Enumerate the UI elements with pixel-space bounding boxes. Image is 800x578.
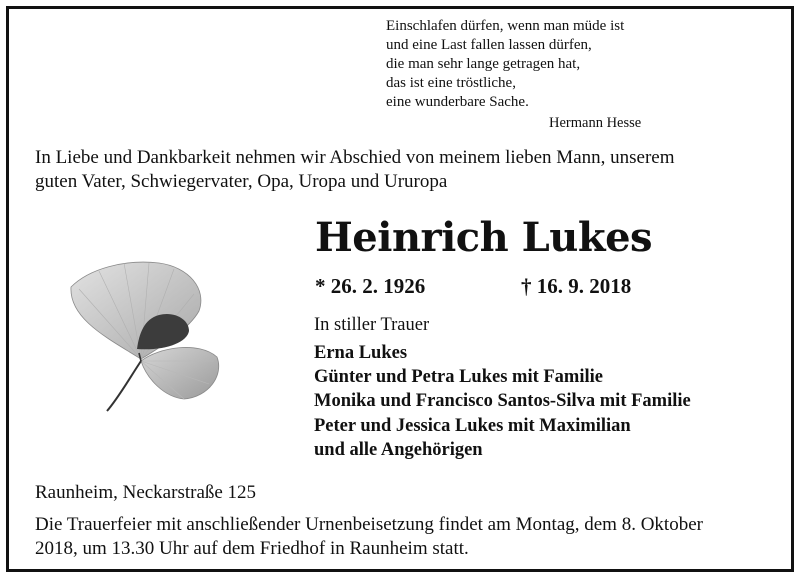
intro-line: guten Vater, Schwiegervater, Opa, Uropa und Ururopa (35, 171, 448, 192)
address: Raunheim, Neckarstraße 125 (35, 482, 257, 503)
ceremony-line: 2018, um 13.30 Uhr auf dem Friedhof in Raunheim statt. (35, 538, 469, 559)
deceased-name: Heinrich Lukes (315, 214, 653, 261)
mourners-list (314, 341, 784, 462)
mourner-name: Erna Lukes (314, 343, 408, 363)
poem-line: Einschlafen dürfen, wenn man müde ist (386, 18, 625, 34)
death-date: † 16. 9. 2018 (521, 274, 632, 298)
mourning-heading: In stiller Trauer (314, 315, 430, 335)
ceremony-info (35, 513, 785, 561)
ceremony-line: Die Trauerfeier mit anschließender Urnenbeisetzung findet am Montag, dem 8. Oktober (35, 514, 703, 535)
birth-date: * 26. 2. 1926 (315, 274, 426, 298)
ginkgo-leaf-icon (49, 249, 249, 419)
intro-text (35, 146, 775, 194)
poem (386, 17, 686, 112)
mourner-name: Günter und Petra Lukes mit Familie (314, 367, 603, 388)
poem-line: die man sehr lange getragen hat, (386, 56, 581, 72)
poem-author: Hermann Hesse (549, 115, 642, 131)
poem-line: eine wunderbare Sache. (386, 94, 529, 110)
intro-line: In Liebe und Dankbarkeit nehmen wir Abschied von meinem lieben Mann, unserem (35, 147, 675, 168)
mourner-name: Peter und Jessica Lukes mit Maximilian (314, 415, 631, 436)
poem-line: und eine Last fallen lassen dürfen, (386, 37, 592, 53)
mourner-name: und alle Angehörigen (314, 439, 483, 460)
obituary-notice (6, 6, 794, 572)
mourner-name: Monika und Francisco Santos-Silva mit Familie (314, 391, 691, 412)
poem-line: das ist eine tröstliche, (386, 75, 516, 91)
